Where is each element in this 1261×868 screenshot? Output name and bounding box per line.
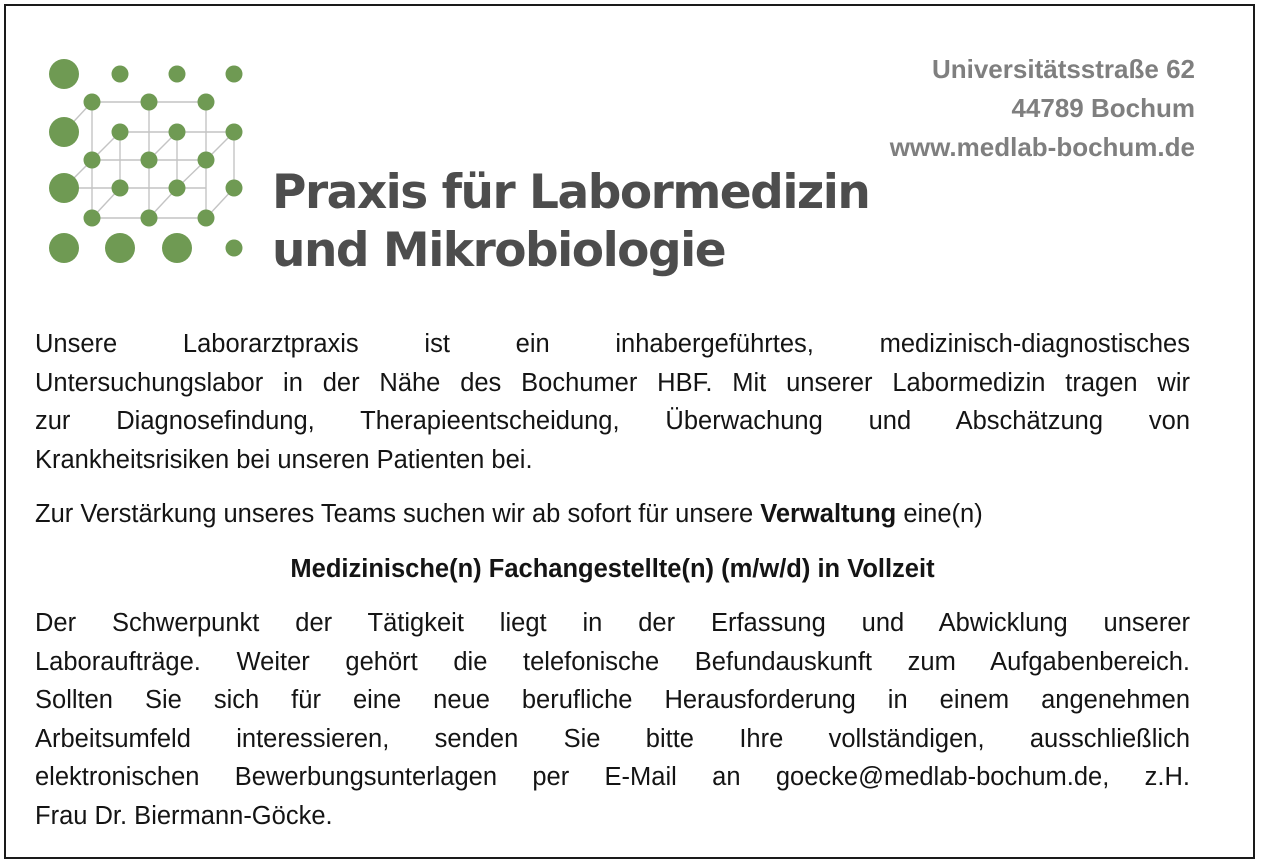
description-line: Arbeitsumfeld interessieren, senden Sie bitte Ihre vollständigen, ausschließlich: [35, 724, 1190, 753]
address-website: www.medlab-bochum.de: [889, 132, 1195, 162]
description-line: Der Schwerpunkt der Tätigkeit liegt in der Erfassung und Abwicklung unserer: [35, 609, 1190, 637]
logo-dots: [49, 59, 243, 263]
description-line: Frau Dr. Biermann-Göcke.: [35, 801, 333, 830]
search-prefix: Zur Verstärkung unseres Teams suchen wir ab sofort für unsere: [35, 500, 761, 528]
description-line: Sollten Sie sich für eine neue berufliche Herausforderung in einem angenehmen: [35, 686, 1190, 714]
address-street: Universitätsstraße 62: [931, 54, 1195, 84]
search-department: Verwaltung: [760, 500, 897, 528]
intro-line: Unsere Laborarztpraxis ist ein inhabergeführtes, medizinisch-diagnostisches: [35, 330, 1190, 358]
address-block: [890, 50, 1195, 167]
intro-line: Krankheitsrisiken bei unseren Patienten bei.: [35, 445, 533, 474]
practice-name-line-1: Praxis für Labormedizin: [272, 165, 870, 220]
practice-name: [272, 164, 869, 280]
dot-grid-cube-logo-icon: [40, 54, 250, 268]
description-line: elektronischen Bewerbungsunterlagen per E-Mail an goecke@medlab-bochum.de, z.H.: [35, 763, 1190, 791]
job-title: Medizinische(n) Fachangestellte(n) (m/w/d) in Vollzeit: [290, 555, 935, 583]
intro-line: zur Diagnosefindung, Therapieentscheidung, Überwachung und Abschätzung von: [35, 407, 1190, 435]
practice-name-line-2: und Mikrobiologie: [272, 223, 726, 278]
intro-line: Untersuchungslabor in der Nähe des Bochumer HBF. Mit unserer Labormedizin tragen wir: [35, 368, 1190, 397]
job-ad-frame: [4, 4, 1255, 859]
job-description-paragraph: [35, 604, 1190, 835]
search-suffix: eine(n): [896, 500, 983, 528]
description-line: Laboraufträge. Weiter gehört die telefonische Befundauskunft zum Aufgabenbereich.: [35, 647, 1190, 676]
search-sentence: [35, 495, 1190, 534]
address-city: 44789 Bochum: [1011, 93, 1195, 123]
intro-paragraph: [35, 325, 1190, 479]
